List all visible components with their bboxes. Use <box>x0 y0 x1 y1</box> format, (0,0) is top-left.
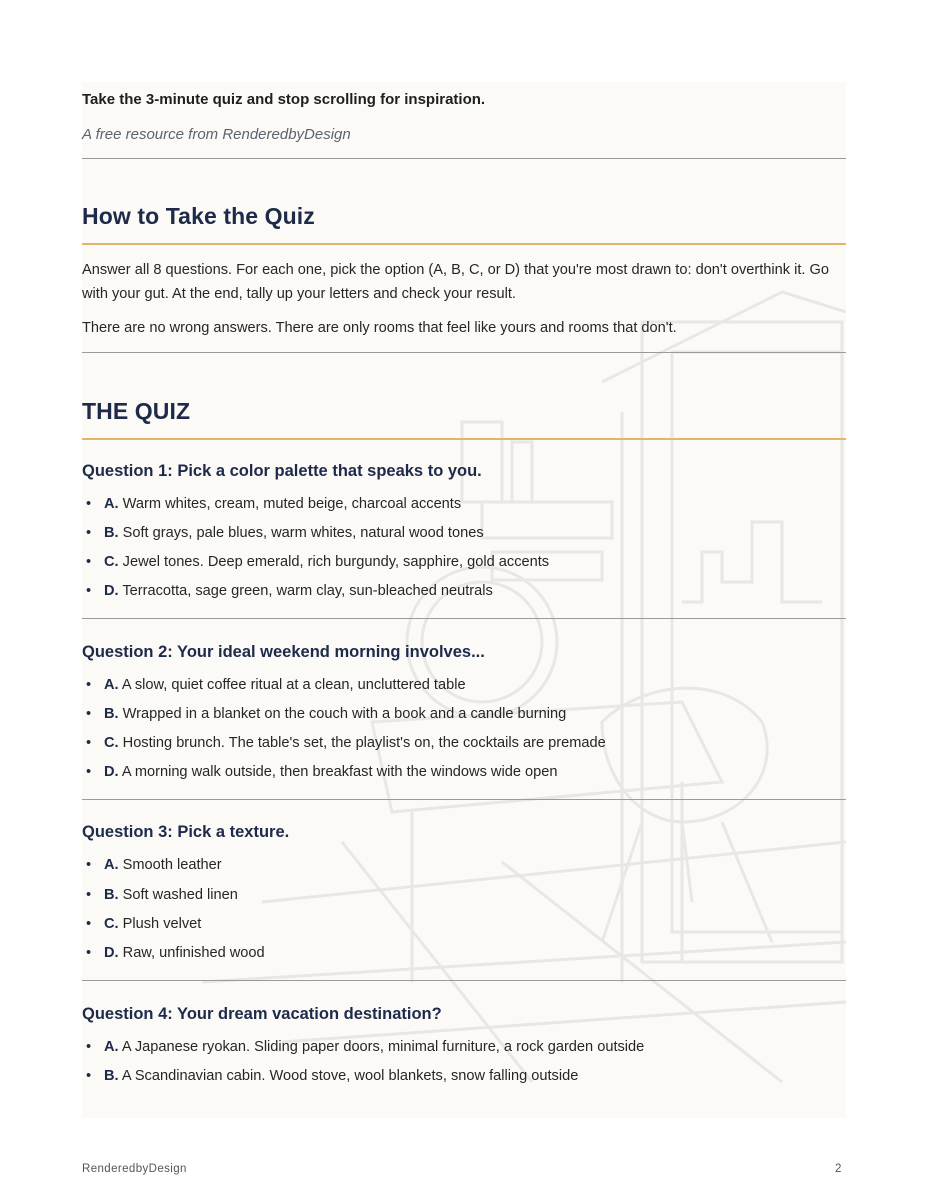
question-4-title: Question 4: Your dream vacation destination? <box>82 1005 442 1023</box>
bullet: • <box>86 583 92 599</box>
option-letter: B. <box>104 706 119 722</box>
question-2-option-c <box>86 735 606 751</box>
option-text: Hosting brunch. The table's set, the playlist's on, the cocktails are premade <box>122 735 606 751</box>
bullet: • <box>86 1068 92 1084</box>
bullet: • <box>86 525 92 541</box>
option-text: Soft grays, pale blues, warm whites, natural wood tones <box>122 525 484 541</box>
option-letter: B. <box>104 1068 119 1084</box>
content-panel <box>82 82 846 1118</box>
question-1-option-c <box>86 554 550 570</box>
question-4-option-a <box>86 1039 645 1055</box>
question-2-option-a <box>86 677 466 693</box>
bullet: • <box>86 706 92 722</box>
option-text: A slow, quiet coffee ritual at a clean, uncluttered table <box>121 677 466 693</box>
intro-subtagline: A free resource from RenderedbyDesign <box>82 126 351 143</box>
footer-brand: RenderedbyDesign <box>82 1163 187 1175</box>
question-1-option-b <box>86 525 484 541</box>
option-letter: B. <box>104 887 119 903</box>
question-3-option-a <box>86 857 222 873</box>
option-text: Soft washed linen <box>122 887 238 903</box>
option-text: A morning walk outside, then breakfast with the windows wide open <box>121 764 558 780</box>
question-3-option-c <box>86 916 202 932</box>
option-text: Smooth leather <box>122 857 222 873</box>
how-to-paragraph-1: Answer all 8 questions. For each one, pick the option (A, B, C, or D) that you're most drawn to: don't overthink it. Go with your gut. At the end, tally up your letters and check your result. <box>82 262 829 302</box>
bullet: • <box>86 857 92 873</box>
option-letter: A. <box>104 857 119 873</box>
question-1-option-a <box>86 496 462 512</box>
option-letter: A. <box>104 677 119 693</box>
question-3-title: Question 3: Pick a texture. <box>82 823 290 841</box>
question-3-option-d <box>86 945 265 961</box>
divider <box>82 158 846 159</box>
option-text: Warm whites, cream, muted beige, charcoal accents <box>122 496 462 512</box>
option-letter: D. <box>104 764 119 780</box>
divider <box>82 799 846 800</box>
question-1-title: Question 1: Pick a color palette that speaks to you. <box>82 462 482 480</box>
bullet: • <box>86 677 92 693</box>
question-2-title: Question 2: Your ideal weekend morning involves... <box>82 643 485 661</box>
bullet: • <box>86 496 92 512</box>
bullet: • <box>86 764 92 780</box>
question-3-option-b <box>86 887 238 903</box>
bullet: • <box>86 945 92 961</box>
how-to-paragraph-2: There are no wrong answers. There are only rooms that feel like yours and rooms that don't. <box>82 320 677 336</box>
divider <box>82 980 846 981</box>
option-text: Terracotta, sage green, warm clay, sun-bleached neutrals <box>122 583 493 599</box>
question-4-option-b <box>86 1068 579 1084</box>
divider <box>82 618 846 619</box>
option-letter: B. <box>104 525 119 541</box>
heading-underline <box>82 438 846 440</box>
question-2-option-d <box>86 764 558 780</box>
bullet: • <box>86 735 92 751</box>
bullet: • <box>86 887 92 903</box>
divider <box>82 352 846 353</box>
page-number: 2 <box>835 1163 842 1175</box>
how-to-heading: How to Take the Quiz <box>82 203 315 229</box>
option-text: Plush velvet <box>122 916 202 932</box>
option-text: A Scandinavian cabin. Wood stove, wool blankets, snow falling outside <box>121 1068 579 1084</box>
option-letter: D. <box>104 583 119 599</box>
bullet: • <box>86 916 92 932</box>
intro-tagline: Take the 3-minute quiz and stop scrolling for inspiration. <box>82 91 486 108</box>
option-letter: A. <box>104 496 119 512</box>
option-text: Raw, unfinished wood <box>122 945 265 961</box>
option-letter: C. <box>104 554 119 570</box>
question-1-option-d <box>86 583 493 599</box>
option-text: Wrapped in a blanket on the couch with a book and a candle burning <box>122 706 567 722</box>
heading-underline <box>82 243 846 245</box>
option-text: Jewel tones. Deep emerald, rich burgundy, sapphire, gold accents <box>122 554 550 570</box>
bullet: • <box>86 1039 92 1055</box>
option-letter: A. <box>104 1039 119 1055</box>
option-letter: C. <box>104 735 119 751</box>
interior-sketch-illustration <box>82 82 846 1118</box>
question-2-option-b <box>86 706 567 722</box>
option-letter: C. <box>104 916 119 932</box>
bullet: • <box>86 554 92 570</box>
quiz-heading: THE QUIZ <box>82 398 191 424</box>
option-letter: D. <box>104 945 119 961</box>
option-text: A Japanese ryokan. Sliding paper doors, minimal furniture, a rock garden outside <box>121 1039 645 1055</box>
